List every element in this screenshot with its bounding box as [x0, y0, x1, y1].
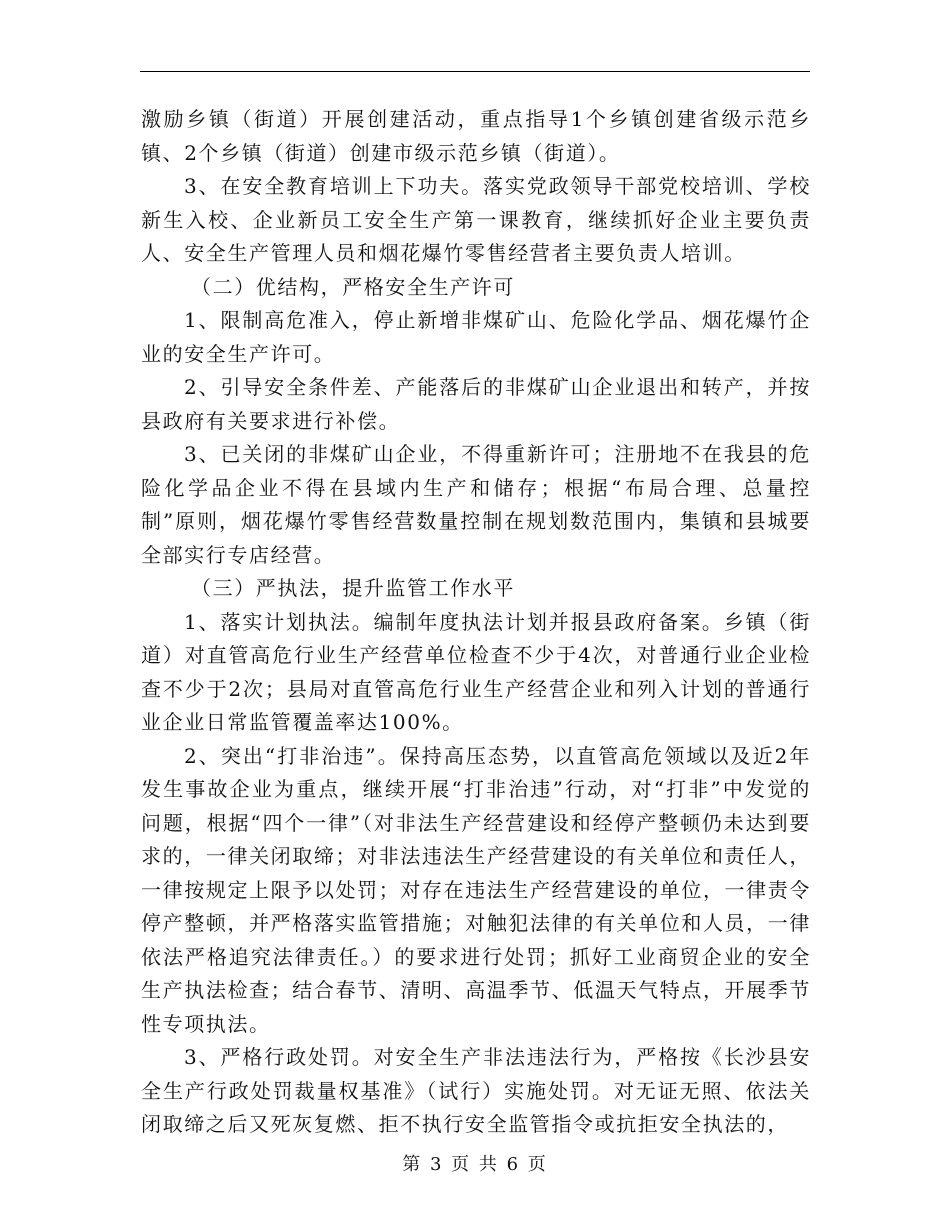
- header-rule: [140, 71, 810, 72]
- paragraph-crackdown: 2、突出“打非治违”。保持高压态势，以直管高危领域以及近2年发生事故企业为重点，继续开展“打非治违”行动，对“打非”中发觉的问题，根据“四个一律”（对非法生产经营建设和经停产整顿仍未达到要求的，一律关闭取缔；对非法违法生产经营建设的有关单位和责任人，一律按规定上限予以处罚；对存在违法生产经营建设的单位，一律责令停产整顿，并严格落实监管措施；对触犯法律的有关单位和人员，一律依法严格追究法律责任。）的要求进行处罚；抓好工业商贸企业的安全生产执法检查；结合春节、清明、高温季节、低温天气特点，开展季节性专项执法。: [141, 743, 811, 1036]
- paragraph-safety-training: 3、在安全教育培训上下功夫。落实党政领导干部党校培训、学校新生入校、企业新员工安全生产第一课教育，继续抓好企业主要负责人、安全生产管理人员和烟花爆竹零售经营者主要负责人培训。: [141, 174, 811, 265]
- document-body: [141, 103, 811, 1142]
- paragraph-penalties: 3、严格行政处罚。对安全生产非法违法行为，严格按《长沙县安全生产行政处罚裁量权基准》（试行）实施处罚。对无证无照、依法关闭取缔之后又死灰复燃、拒不执行安全监管指令或抗拒安全执法的，: [141, 1045, 811, 1136]
- paragraph-restrict-access: 1、限制高危准入，停止新增非煤矿山、危险化学品、烟花爆竹企业的安全生产许可。: [141, 308, 811, 366]
- section-heading-3: （三）严执法，提升监管工作水平: [191, 576, 515, 600]
- section-heading-2: （二）优结构，严格安全生产许可: [191, 274, 515, 299]
- paragraph-exit-transfer: 2、引导安全条件差、产能落后的非煤矿山企业退出和转产，并按县政府有关要求进行补偿。: [141, 375, 811, 433]
- paragraph-no-relicense: 3、已关闭的非煤矿山企业，不得重新许可；注册地不在我县的危险化学品企业不得在县域内生产和储存；根据“布局合理、总量控制”原则，烟花爆竹零售经营数量控制在规划数范围内，集镇和县城要全部实行专店经营。: [141, 442, 811, 567]
- paragraph-plan-enforcement: 1、落实计划执法。编制年度执法计划并报县政府备案。乡镇（街道）对直管高危行业生产经营单位检查不少于4次，对普通行业企业检查不少于2次；县局对直管高危行业生产经营企业和列入计划的普通行业企业日常监管覆盖率达100%。: [141, 609, 811, 734]
- paragraph-continuation: 激励乡镇（街道）开展创建活动，重点指导1个乡镇创建省级示范乡镇、2个乡镇（街道）创建市级示范乡镇（街道）。: [141, 107, 811, 165]
- page-footer: 第 3 页 共 6 页: [402, 1154, 548, 1175]
